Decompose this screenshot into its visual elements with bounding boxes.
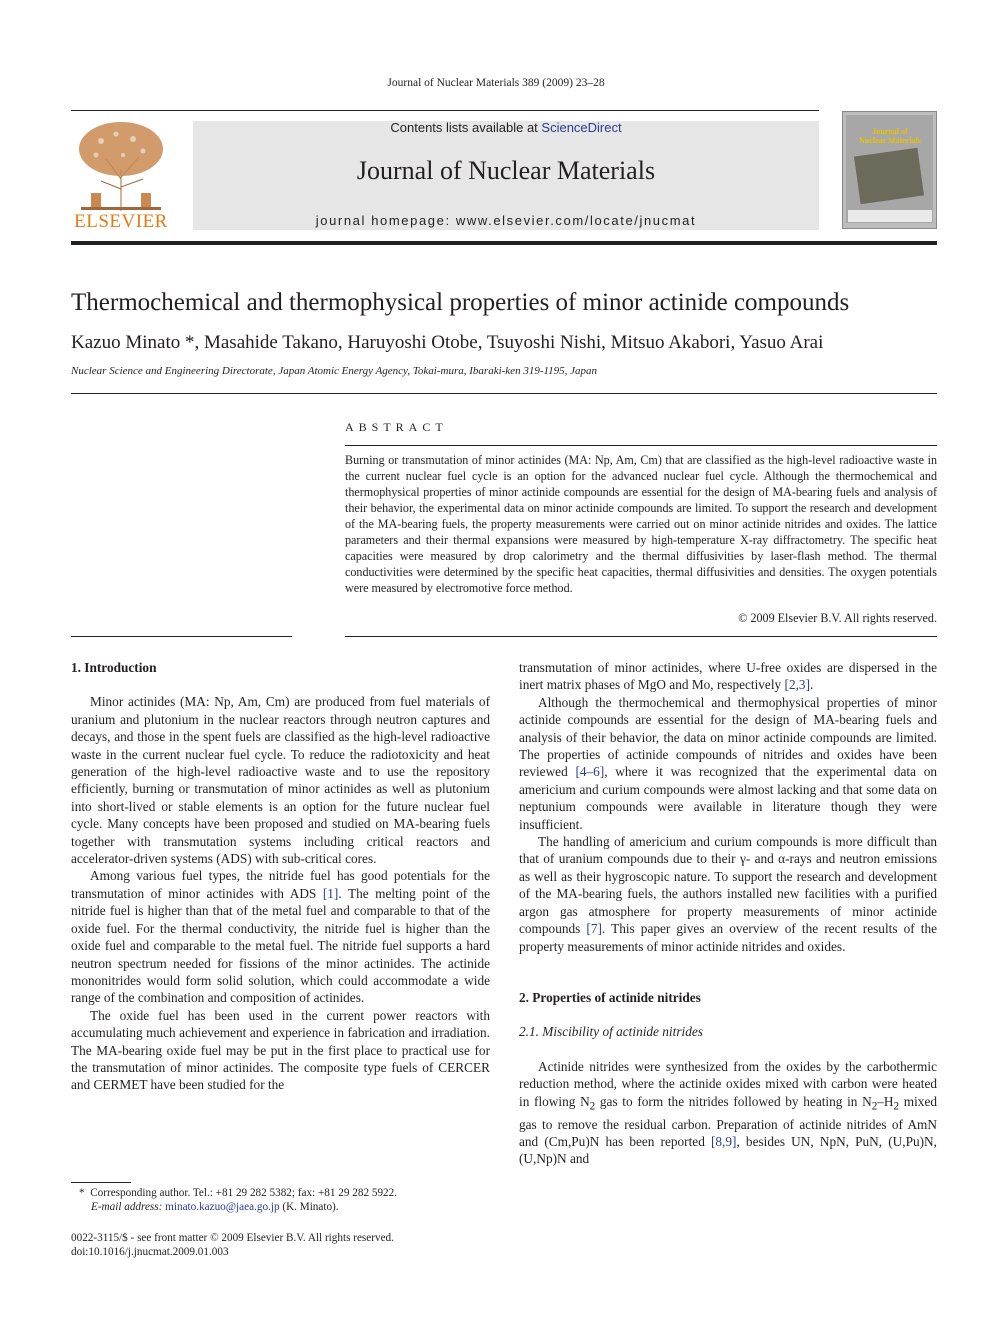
header-thick-rule (71, 241, 937, 245)
abstract-heading: ABSTRACT (345, 420, 448, 434)
journal-cover-image (842, 111, 937, 229)
footnote-corresponding: Corresponding author. Tel.: +81 29 282 5382; fax: +81 29 282 5922. (90, 1187, 398, 1199)
issn-line: 0022-3115/$ - see front matter © 2009 Elsevier B.V. All rights reserved. (71, 1232, 394, 1244)
sciencedirect-link[interactable]: ScienceDirect (541, 120, 622, 135)
body-column-right (519, 659, 937, 1168)
title-rule (71, 393, 937, 394)
intro-paragraph-4: Although the thermochemical and thermophysical properties of minor actinide compounds are essential for the design of MA-bearing fuels and analysis of their behavior, the data on minor actinide compounds are limited. The properties of actinide compounds of nitrides and oxides have been reviewed [4–6], where it was recognized that the experimental data on americium and curium compounds were almost lacking and that some data on neptunium compounds were available in literature though they were insufficient. (519, 694, 937, 832)
cover-micrograph (854, 148, 924, 204)
cover-title: Journal of Nuclear Materials (859, 127, 921, 145)
abstract-bottom-rule (345, 636, 937, 637)
ref-link-7[interactable]: [7] (586, 921, 602, 937)
subsection-heading-miscibility: 2.1. Miscibility of actinide nitrides (519, 1024, 703, 1040)
journal-homepage[interactable]: journal homepage: www.elsevier.com/locate/jnucmat (315, 213, 697, 228)
article-title: Thermochemical and thermophysical properties of minor actinide compounds (71, 289, 850, 316)
section-heading-nitrides: 2. Properties of actinide nitrides (519, 989, 701, 1005)
footnote: * Corresponding author. Tel.: +81 29 282 5382; fax: +81 29 282 5922. E-mail address: minato.kazuo@jaea.go.jp (K. Minato). (79, 1187, 398, 1213)
abstract-top-rule (345, 445, 937, 446)
elsevier-logo (71, 119, 171, 231)
miscibility-paragraph-1: Actinide nitrides were synthesized from the oxides by the carbothermic reduction method, where the actinide oxides mixed with carbon were heated in flowing $N_2$ gas to form the nitrides followed by heating in $N_2-H_2$ mixed gas to remove the residual carbon. Preparation of actinide nitrides of AmN and (Cm,Pu)N has been reported [8,9], besides UN, NpN, PuN, (U,Pu)N, (U,Np)N and (519, 1058, 937, 1167)
section-heading-introduction: 1. Introduction (71, 660, 157, 675)
abstract-copyright: © 2009 Elsevier B.V. All rights reserved. (738, 611, 937, 625)
intro-paragraph-1: Minor actinides (MA: Np, Am, Cm) are produced from fuel materials of uranium and plutonium in the nuclear reactors through neutron captures and decays, and those in the spent fuels are classified as the high-level radioactive waste in the current nuclear fuel cycle. To reduce the radiotoxicity and heat generation of the high-level radioactive waste and to use the repository efficiently, burning or transmutation of minor actinides as well as plutonium into short-lived or stable elements is an option for the future nuclear fuel cycle. Many concepts have been proposed and studied on MA-bearing fuels together with transmutation systems including critical reactors and accelerator-driven systems (ADS) with sub-critical cores. (71, 694, 490, 867)
elsevier-wordmark: ELSEVIER (74, 211, 168, 232)
affiliation: Nuclear Science and Engineering Directorate, Japan Atomic Energy Agency, Tokai-mura, Ibaraki-ken 319-1195, Japan (71, 365, 598, 377)
left-abstract-rule (71, 636, 292, 637)
intro-paragraph-5: The handling of americium and curium compounds is more difficult than that of uranium compounds due to their γ- and α-rays and neutron emissions as well as their hygroscopic nature. To support the research and development of the MA-bearing fuels, the authors installed new facilities with a purified argon gas atmosphere for property measurements of minor actinide compounds [7]. This paper gives an overview of the recent results of the property measurements of minor actinide nitrides and oxides. (519, 834, 938, 954)
intro-paragraph-3-continued: transmutation of minor actinides, where U-free oxides are dispersed in the inert matrix phases of MgO and Mo, respectively [2,3]. (519, 660, 937, 693)
header-top-rule (71, 110, 819, 111)
ref-link-2-3[interactable]: [2,3] (784, 677, 810, 693)
issn-doi (71, 1231, 394, 1259)
body-column-left (71, 659, 490, 1094)
intro-paragraph-2: Among various fuel types, the nitride fuel has good potentials for the transmutation of minor actinides with ADS [1]. The melting point of the nitride fuel is higher than that of the metal fuel and comparable to that of the oxide fuel. For the thermal conductivity, the nitride fuel is higher than the oxide fuel and comparable to the metal fuel. The nitride fuel supports a hard neutron spectrum needed for fissions of the minor actinides. The actinide mononitrides would form solid solution, which could accommodate a wide range of the combination and composition of actinides. (71, 868, 490, 1006)
ref-link-8-9[interactable]: [8,9] (710, 1134, 737, 1149)
cover-footer (848, 210, 932, 222)
elsevier-tree-icon (71, 119, 171, 214)
running-head: Journal of Nuclear Materials 389 (2009) 23–28 (387, 77, 605, 89)
article-authors: Kazuo Minato *, Masahide Takano, Haruyoshi Otobe, Tsuyoshi Nishi, Mitsuo Akabori, Yasuo Arai (71, 332, 824, 353)
abstract-text: Burning or transmutation of minor actinides (MA: Np, Am, Cm) that are classified as the high-level radioactive waste in the current nuclear fuel cycle is an option for the advanced nuclear fuel cycle. Although the thermochemical and thermophysical properties of minor actinide compounds are essential for the design of MA-bearing fuels and analysis of their behavior, the experimental data on minor actinide compounds are limited. To support the research and development of the MA-bearing fuels, the property measurements were carried out on minor actinide nitrides and oxides. The lattice parameters and their thermal expansions were measured by high-temperature X-ray diffractometry. The specific heat capacities were measured by drop calorimetry and the thermal diffusivities by laser-flash method. The thermal conductivities were determined by the specific heat capacities, thermal diffusivities and densities. The oxygen potentials were measured by electromotive force method. (345, 453, 937, 595)
intro-paragraph-3: The oxide fuel has been used in the current power reactors with accumulating much achievement and experience in fabrication and irradiation. The MA-bearing oxide fuel may be put in the first place to practical use for the transmutation of minor actinides. The composite type fuels of CERCER and CERMET have been studied for the (71, 1007, 490, 1093)
journal-name: Journal of Nuclear Materials (356, 156, 656, 185)
email-link[interactable]: minato.kazuo@jaea.go.jp (165, 1201, 280, 1213)
footnote-rule (71, 1182, 131, 1183)
ref-link-4-6[interactable]: [4–6] (575, 764, 605, 780)
contents-line: Contents lists available at ScienceDirect (390, 120, 622, 135)
ref-link-1[interactable]: [1] (322, 885, 339, 901)
doi-line: doi:10.1016/j.jnucmat.2009.01.003 (71, 1246, 229, 1258)
